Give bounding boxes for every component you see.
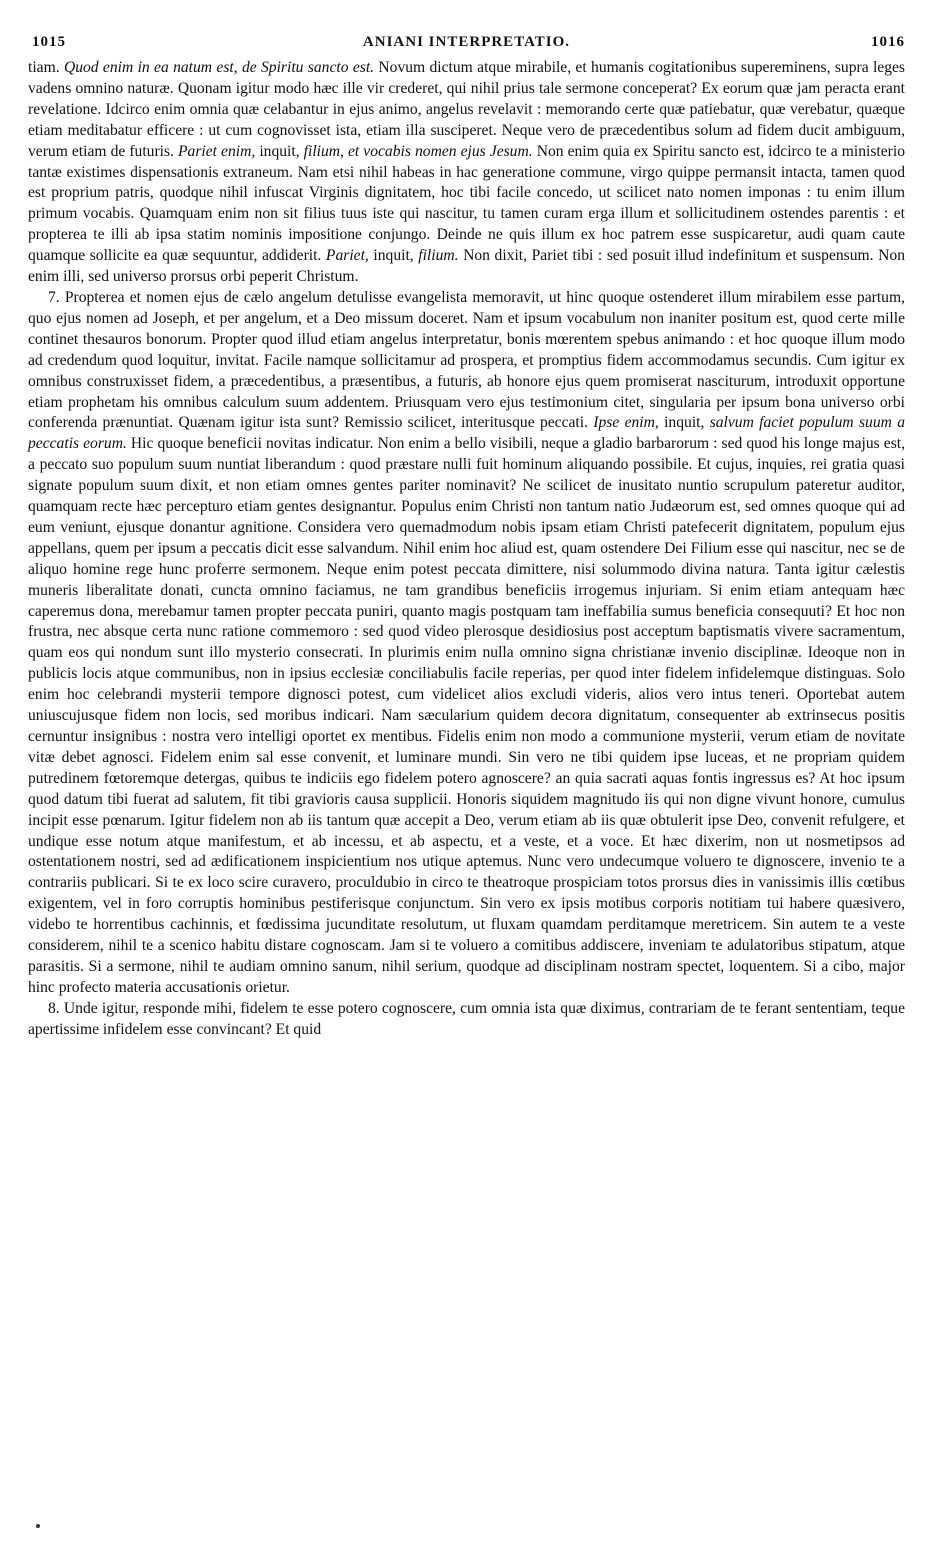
text-run: Hic quoque beneficii novitas indicatur. Non enim a bello visibili, neque a gladio barbarorum : sed quod his longe majus est, a peccato suo populum suum nuntiat liberandum : quod præstare nulli fuit hominum aliquando possibile. Et cujus, inquies, rei gratia quasi signate populum suum dixit, et non etiam omnes gentes pariter nominavit? Ne scilicet de inusitato nuntio scrupulum pateretur auditor, quamquam recte hæc percepturo etiam gentes designantur. Populus enim Christi non tantum natio Judæorum est, sed omnes quoque qui ad eum veniunt, ejusque donantur agnitione. Considera vero quemadmodum nobis ipsam etiam Christi patefecerit dignitatem, populum ejus appellans, quem per ipsum a peccatis dicit esse salvandum. Nihil enim hoc aliud est, quam ostendere Dei Filium esse qui nascitur, nec se de aliquo homine rege hunc proferre sermonem. Neque enim potest peccata dimittere, nisi solummodo divina natura. Tanta igitur cælestis muneris liberalitate donati, cuncta omnino faciamus, ne tam grandibus beneficiis irrogemus injuriam. Si enim etiam antequam hæc caperemus dona, merebamur tamen propter peccata puniri, quanto magis postquam tam ineffabilia sumus beneficia consequuti? Et hoc non frustra, nec absque certa nunc ratione commemoro : sed quod video plerosque desidiosius post acceptum baptismatis vivere sacramentum, quam eos qui nondum sunt illo mysterio consecrati. In plurimis enim nulla omnino signa christianæ invenio disciplinæ. Ideoque non in publicis locis atque communibus, non in ipsius ecclesiæ conciliabulis facile reperias, per quod inter fidelem infidelemque distinguas. Solo enim hoc celebrandi mysterii tempore dignosci potest, cum videlicet alios excludi videris, alios vero intus teneri. Oportebat autem uniuscujusque fidem non locis, sed moribus indicari. Nam sæcularium quidem decora dignitatum, consequenter ab extrinsecus positis cernuntur insignibus : nostra vero intelligi oportet ex mentibus. Fidelis enim non modo a communione mysterii, verum etiam de novitate vitæ debet agnosci. Fidelem enim sal esse convenit, et luminare mundi. Sin vero ne tibi quidem ipse luceas, et ne propriam quidem putredinem fœtoremque detergas, quibus te indiciis ego fidelem potero agnoscere? an quia sacrati aquas fontis ingressus es? At hoc ipsum quod datum tibi fuerat ad salutem, fit tibi gravioris causa supplicii. Honoris siquidem magnitudo iis qui non digne vivunt honore, cumulus incipit esse pœnarum. Igitur fidelem non ab iis tantum quæ accepit a Deo, verum etiam ab iis quæ obtulerit ipse Deo, convenit refulgere, et undique esse notum atque manifestum, et ab incessu, et ab aspectu, et a veste, et a voce. Et hæc dixerim, non ut nosmetipsos ad ostentationem nostri, sed ad ædificationem inspicientium nos utique aptemus. Nunc vero undecumque voluero te dignoscere, invenio te a contrariis publicari. Si te ex loco scire curavero, proculdubio in circo te theatroque prospiciam totos prorsus dies in vanissimis illis cœtibus exigentem, vel in foro corruptis hominibus pestiferisque conjunctum. Sin vero ex ipsis motibus corporis notitiam tui habere quæsivero, videbo te horrentibus cachinnis, et fœdissima jucunditate resolutum, ut fluxam quamdam perditamque meretricem. Sin autem te a veste considerem, nihil te a scenico habitu distare cognoscam. Jam si te voluero a comitibus addiscere, inveniam te adulatoribus stipatum, atque parasitis. Si a sermone, nihil te audiam omnino sanum, nihil serium, quodque ad disciplinam nostram spectet, loquentem. Si a cibo, major hinc profecto materia accusationis orietur. xyxy=(28,435,906,996)
text-run: Non enim quia ex Spiritu sancto est, idcirco te a ministerio tantæ existimes dispensationis extraneum. Nam etsi nihil habeas in hac generatione commune, virgo quippe permansit intacta, tamen quod est proprium patris, quodque nihil infuscat Virginis dignitatem, hoc tibi facile concedo, ut scilicet nato nomen imponas : tu enim illum primum vocabis. Quamquam enim non sit filius tuus iste qui nascitur, tu tamen curam erga illum et sollicitudinem ostendes parentis : et propterea te illi ab ipsa statim nominis impositione conjungo. Deinde ne quis illum ex hoc patrem esse suspicaretur, audi quam caute quamque sollicite ea quæ sequuntur, addiderit. xyxy=(28,142,906,265)
text-run: Novum dictum atque mirabile, et humanis cogitationibus supereminens, supra leges vadens omnino naturæ. Quonam igitur modo hæc ille vir crederet, qui nihil prius tale sermone conceperat? Ex eorum quæ jam peracta erant revelatione. Idcirco enim omnia quæ celabantur in ejus animo, angelus revelavit : memorando certe quæ patiebatur, quæ verebatur, quæque etiam meditabatur efficere : ut cum cognovisset ista, etiam illa susciperet. Neque vero de præcedentibus solum ad fidem ducit ambiguum, verum etiam de futuris. xyxy=(28,59,905,160)
text-run: 8. Unde igitur, responde mihi, fidelem te esse potero cognoscere, cum omnia ista quæ diximus, contrariam de te ferant sententiam, teque apertissime infidelem esse convincant? Et quid xyxy=(28,999,905,1038)
page-header xyxy=(28,34,905,58)
italic-quotation: filium. xyxy=(418,247,459,265)
paragraph-section-7 xyxy=(28,288,905,999)
italic-quotation: Quod enim in ea natum est, de Spiritu sancto est. xyxy=(63,59,375,76)
paragraph-continuation xyxy=(28,58,905,288)
running-title: ANIANI INTERPRETATIO. xyxy=(362,34,571,50)
text-run: Non dixit, Pariet tibi : sed posuit illud indefinitum et suspensum. Non enim illi, sed universo prorsus orbi peperit Christum. xyxy=(28,247,905,286)
italic-quotation: Ipse enim, xyxy=(593,414,659,432)
italic-quotation: Pariet enim, xyxy=(178,142,256,160)
text-run: inquit, xyxy=(658,414,710,432)
text-run: 7. Propterea et nomen ejus de cælo angelum detulisse evangelista memoravit, ut hinc quoque ostenderet illum mirabilem esse partum, quo ejus nomen ad Joseph, et per angelum, et a Deo missum doceret. Nam et ipsum vocabulum non inaniter positum est, quod certe mille continet thesauros bonorum. Propter quod illud etiam angelus interpretatur, bonis mœrentem spebus animando : et hoc quoque illum modo ad credendum quod loquitur, invitat. Facile namque sollicitamur ad prospera, et promptius fidem accommodamus secundis. Cum igitur ex omnibus construxisset fidem, a præcedentibus, a præsentibus, a futuris, ab honore ejus quem promiserat nasciturum, introduxit opportune etiam prophetam his omnibus calculum suum addentem. Priusquam vero ejus testimonium citet, singularia per ipsum bona universo orbi conferenda prænuntiat. Quænam igitur ista sunt? Remissio scilicet, interitusque peccati. xyxy=(28,288,905,432)
text-run: tiam. xyxy=(28,59,64,76)
left-column-number: 1015 xyxy=(32,34,66,50)
paragraph-section-8 xyxy=(28,999,905,1041)
italic-quotation: Pariet, xyxy=(325,247,369,265)
text-run: inquit, xyxy=(368,247,419,265)
book-page xyxy=(28,34,905,1041)
italic-quotation: salvum faciet populum suum a peccatis eorum. xyxy=(28,414,905,453)
right-column-number: 1016 xyxy=(871,34,905,50)
italic-quotation: filium, et vocabis nomen ejus Jesum. xyxy=(303,142,533,160)
stray-ink-dot xyxy=(36,1524,40,1528)
text-run: inquit, xyxy=(255,142,304,160)
body-text xyxy=(28,58,905,1041)
